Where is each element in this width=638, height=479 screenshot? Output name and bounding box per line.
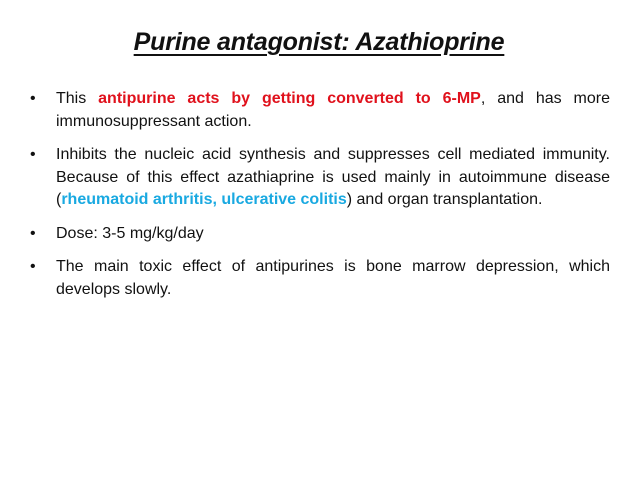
- bullet-highlight-blue: rheumatoid arthritis, ulcerative colitis: [61, 191, 347, 208]
- bullet-text: Dose: 3-5 mg/kg/day: [56, 224, 204, 242]
- bullet-text-post: ) and organ transplantation.: [346, 191, 543, 208]
- bullet-dot-icon: •: [30, 90, 36, 107]
- bullet-item-toxicity: [30, 256, 610, 301]
- bullet-text: The main toxic effect of antipurines is bone marrow depression, which develops slowly.: [56, 258, 610, 298]
- slide-title: Purine antagonist: Azathioprine: [133, 28, 505, 56]
- bullet-text-pre: Inhibits the nucleic acid synthesis and suppresses cell mediated immunity. Because of this effect azathiaprine is used mainly in autoimmune disease (: [56, 146, 610, 208]
- bullet-dot-icon: •: [30, 224, 36, 242]
- bullet-list: [30, 88, 610, 312]
- bullet-dot-icon: •: [30, 258, 36, 275]
- bullet-dot-icon: •: [30, 146, 36, 163]
- bullet-item-uses: [30, 144, 610, 212]
- bullet-text-post: , and has more immunosuppressant action.: [56, 90, 610, 130]
- bullet-highlight-red: antipurine acts by getting converted to 6-MP: [98, 90, 481, 107]
- bullet-item-mechanism: [30, 88, 610, 133]
- bullet-item-dose: [30, 223, 610, 246]
- bullet-text-pre: This: [56, 90, 99, 107]
